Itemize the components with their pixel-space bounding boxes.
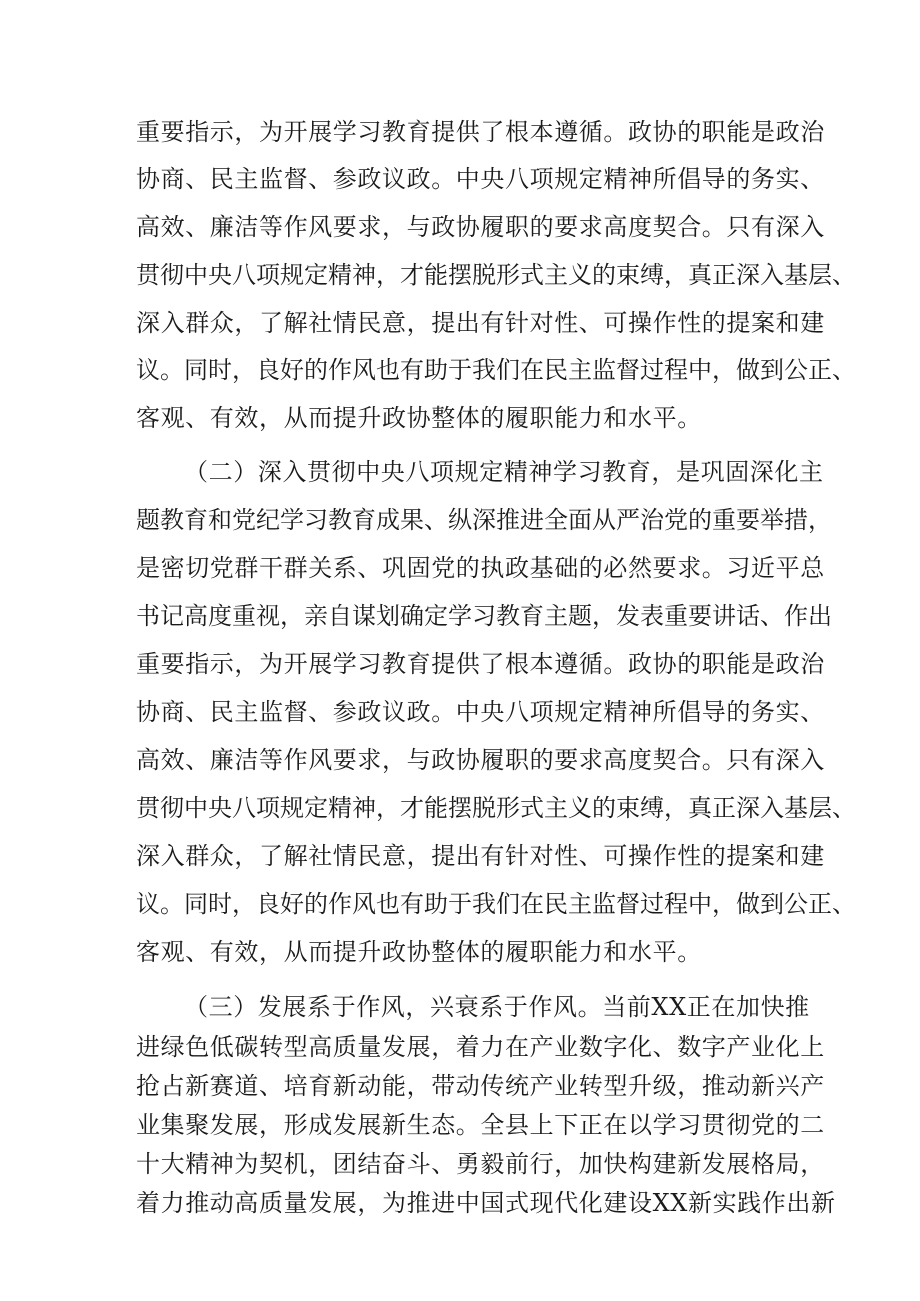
text-line: 着力推动高质量发展，为推进中国式现代化建设XX新实践作出新 <box>136 1189 836 1217</box>
text-line: 高效、廉洁等作风要求，与政协履职的要求高度契合。只有深入 <box>136 746 825 774</box>
text-line: 贯彻中央八项规定精神，才能摆脱形式主义的束缚，真正深入基层、 <box>136 261 856 289</box>
text-line: 重要指示，为开展学习教育提供了根本遵循。政协的职能是政治 <box>136 118 825 146</box>
text-line: 进绿色低碳转型高质量发展，着力在产业数字化、数字产业化上 <box>136 1033 825 1061</box>
text-line: 协商、民主监督、参政议政。中央八项规定精神所倡导的务实、 <box>136 698 825 726</box>
text-line: 业集聚发展，形成发展新生态。全县上下正在以学习贯彻党的二 <box>136 1111 825 1139</box>
paragraph-heading-line: （三）发展系于作风，兴衰系于作风。当前XX正在加快推 <box>184 993 810 1021</box>
text-line: 重要指示，为开展学习教育提供了根本遵循。政协的职能是政治 <box>136 650 825 678</box>
text-line: 深入群众，了解社情民意，提出有针对性、可操作性的提案和建 <box>136 842 825 870</box>
text-line: 是密切党群干群关系、巩固党的执政基础的必然要求。习近平总 <box>136 554 825 582</box>
text-line: 协商、民主监督、参政议政。中央八项规定精神所倡导的务实、 <box>136 165 825 193</box>
text-line: 抢占新赛道、培育新动能，带动传统产业转型升级，推动新兴产 <box>136 1072 825 1100</box>
text-line: 十大精神为契机，团结奋斗、勇毅前行，加快构建新发展格局， <box>136 1150 825 1178</box>
text-line: 贯彻中央八项规定精神，才能摆脱形式主义的束缚，真正深入基层、 <box>136 794 856 822</box>
text-line: 客观、有效，从而提升政协整体的履职能力和水平。 <box>136 938 702 966</box>
text-line: 高效、廉洁等作风要求，与政协履职的要求高度契合。只有深入 <box>136 213 825 241</box>
text-line: 书记高度重视，亲自谋划确定学习教育主题，发表重要讲话、作出 <box>136 602 832 630</box>
text-line: 议。同时，良好的作风也有助于我们在民主监督过程中，做到公正、 <box>136 356 856 384</box>
text-line: 深入群众，了解社情民意，提出有针对性、可操作性的提案和建 <box>136 309 825 337</box>
text-line: 客观、有效，从而提升政协整体的履职能力和水平。 <box>136 404 702 432</box>
paragraph-heading-line: （二）深入贯彻中央八项规定精神学习教育，是巩固深化主 <box>184 458 824 486</box>
text-line: 题教育和党纪学习教育成果、纵深推进全面从严治党的重要举措， <box>136 506 832 534</box>
text-line: 议。同时，良好的作风也有助于我们在民主监督过程中，做到公正、 <box>136 890 856 918</box>
